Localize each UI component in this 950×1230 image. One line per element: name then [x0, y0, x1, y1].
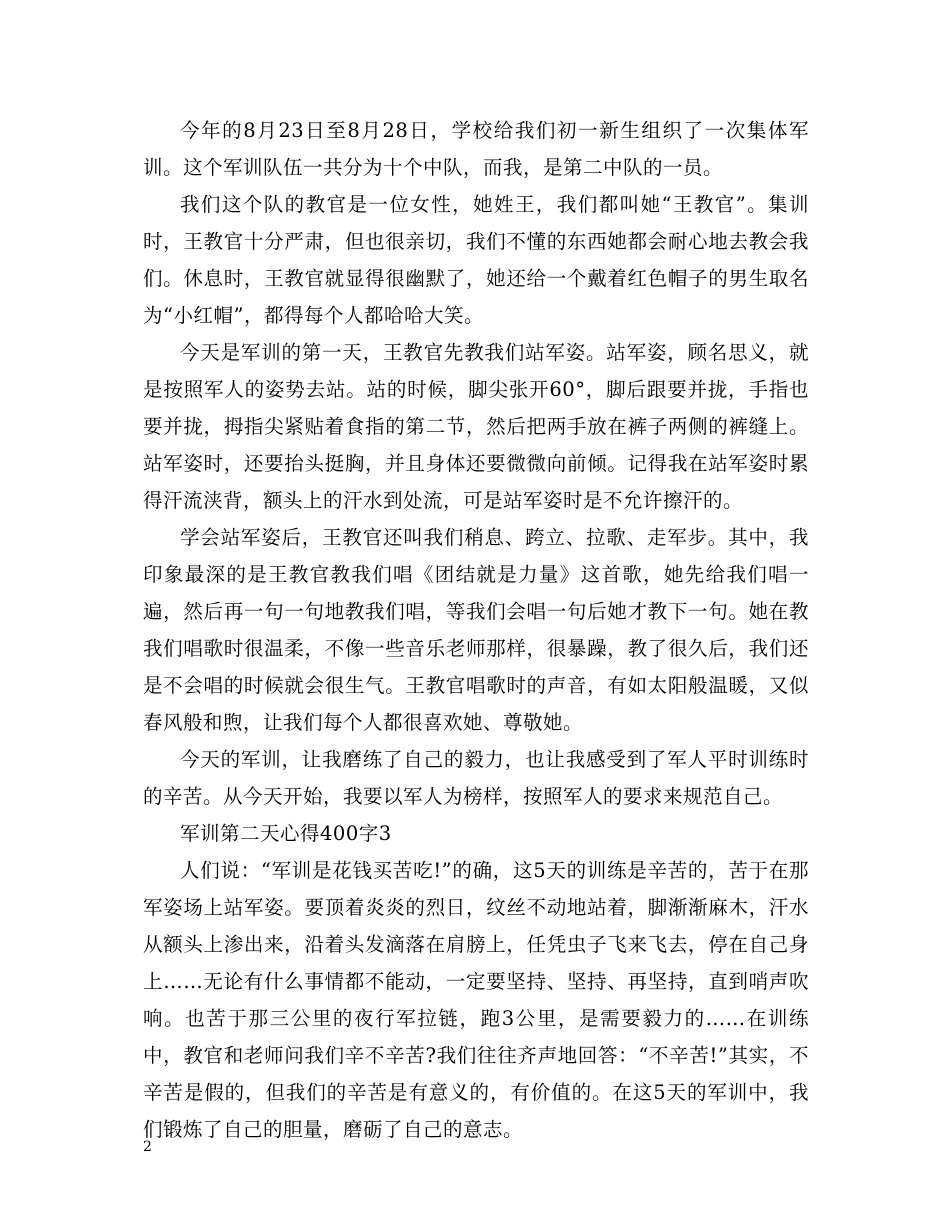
paragraph-1: 今年的8月23日至8月28日，学校给我们初一新生组织了一次集体军训。这个军训队伍一共分为十个中队，而我，是第二中队的一员。: [143, 119, 809, 179]
paragraph-3: 今天是军训的第一天，王教官先教我们站军姿。站军姿，顾名思义，就是按照军人的姿势去站。站的时候，脚尖张开60°，脚后跟要并拢，手指也要并拢，拇指尖紧贴着食指的第二节，然后把两手放在裤子两侧的裤缝上。站军姿时，还要抬头挺胸，并且身体还要微微向前倾。记得我在站军姿时累得汗流浃背，额头上的汗水到处流，可是站军姿时是不允许擦汗的。: [143, 341, 809, 512]
section-heading: 军训第二天心得400字3: [180, 822, 392, 845]
document-body: [143, 112, 809, 1148]
paragraph-2: 我们这个队的教官是一位女性，她姓王，我们都叫她“王教官”。集训时，王教官十分严肃，但也很亲切，我们不懂的东西她都会耐心地去教会我们。休息时，王教官就显得很幽默了，她还给一个戴着红色帽子的男生取名为“小红帽”，都得每个人都哈哈大笑。: [143, 193, 809, 327]
page-number: 2: [143, 1139, 152, 1155]
paragraph-6: 人们说：“军训是花钱买苦吃!”的确，这5天的训练是辛苦的，苦于在那军姿场上站军姿。要顶着炎炎的烈日，纹丝不动地站着，脚渐渐麻木，汗水从额头上渗出来，沿着头发滴落在肩膀上，任凭虫子飞来飞去，停在自己身上……无论有什么事情都不能动，一定要坚持、坚持、再坚持，直到哨声吹响。也苦于那三公里的夜行军拉链，跑3公里，是需要毅力的……在训练中，教官和老师问我们辛不辛苦?我们往往齐声地回答：“不辛苦!”其实，不辛苦是假的，但我们的辛苦是有意义的，有价值的。在这5天的军训中，我们锻炼了自己的胆量，磨砺了自己的意志。: [143, 859, 809, 1141]
paragraph-5: 今天的军训，让我磨练了自己的毅力，也让我感受到了军人平时训练时的辛苦。从今天开始，我要以军人为榜样，按照军人的要求来规范自己。: [143, 748, 809, 808]
paragraph-4: 学会站军姿后，王教官还叫我们稍息、跨立、拉歌、走军步。其中，我印象最深的是王教官教我们唱《团结就是力量》这首歌，她先给我们唱一遍，然后再一句一句地教我们唱，等我们会唱一句后她才教下一句。她在教我们唱歌时很温柔，不像一些音乐老师那样，很暴躁，教了很久后，我们还是不会唱的时候就会很生气。王教官唱歌时的声音，有如太阳般温暖，又似春风般和煦，让我们每个人都很喜欢她、尊敬她。: [143, 526, 809, 734]
